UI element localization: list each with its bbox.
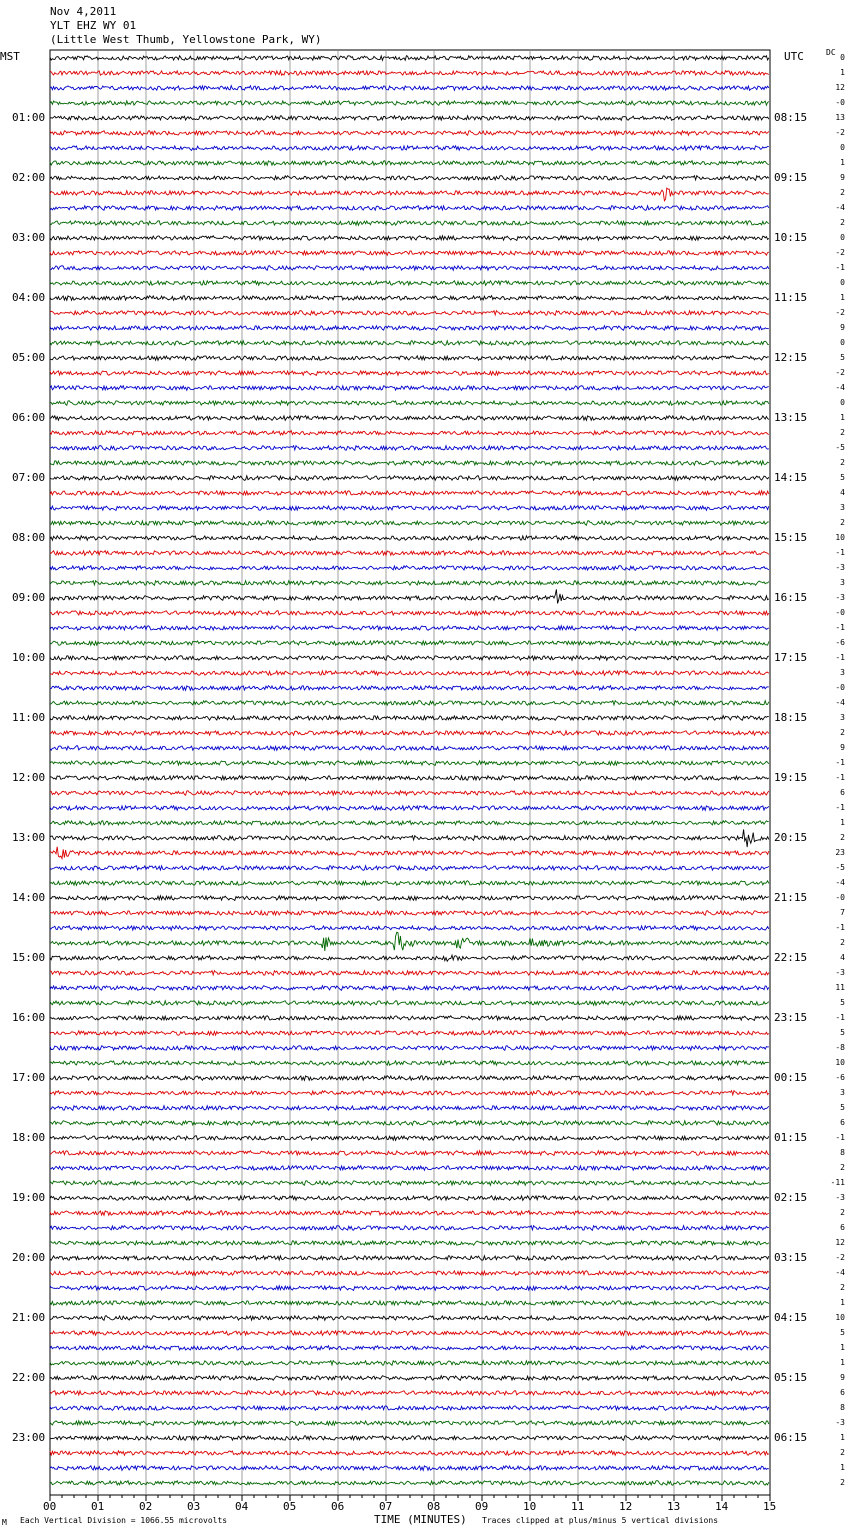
right-hour-label: 09:15 bbox=[774, 171, 808, 184]
dc-offset-value: -3 bbox=[835, 1193, 845, 1202]
dc-offset-value: 2 bbox=[840, 1448, 845, 1457]
seismic-trace bbox=[50, 1046, 769, 1051]
x-tick-label: 02 bbox=[139, 1500, 153, 1513]
dc-offset-value: 5 bbox=[840, 1328, 845, 1337]
dc-offset-value: 1 bbox=[840, 818, 845, 827]
dc-offset-value: -8 bbox=[835, 1043, 845, 1052]
dc-offset-value: 8 bbox=[840, 1403, 845, 1412]
seismic-trace bbox=[50, 1091, 769, 1096]
dc-offset-value: 1 bbox=[840, 1343, 845, 1352]
seismic-trace bbox=[50, 1061, 769, 1066]
dc-offset-value: 9 bbox=[840, 323, 845, 332]
x-axis-title: TIME (MINUTES) bbox=[374, 1513, 467, 1526]
right-hour-label: 00:15 bbox=[774, 1071, 808, 1084]
dc-offset-value: 2 bbox=[840, 1478, 845, 1487]
seismic-trace bbox=[50, 1466, 769, 1471]
x-tick-label: 03 bbox=[187, 1500, 201, 1513]
seismic-trace bbox=[50, 1481, 769, 1486]
seismic-trace bbox=[50, 1241, 769, 1246]
x-tick-label: 08 bbox=[427, 1500, 441, 1513]
seismic-trace bbox=[50, 1286, 769, 1291]
dc-offset-value: -1 bbox=[835, 923, 845, 932]
left-hour-label: 20:00 bbox=[12, 1251, 46, 1264]
seismic-trace bbox=[50, 1001, 769, 1006]
dc-offset-value: 2 bbox=[840, 1208, 845, 1217]
seismic-trace bbox=[50, 356, 769, 361]
right-hour-label: 19:15 bbox=[774, 771, 808, 784]
plot-date: Nov 4,2011 bbox=[50, 5, 117, 18]
left-hour-label: 18:00 bbox=[12, 1131, 46, 1144]
dc-offset-value: -6 bbox=[835, 638, 845, 647]
dc-offset-value: 6 bbox=[840, 788, 845, 797]
left-timezone-label: MST bbox=[0, 50, 20, 63]
seismic-trace bbox=[50, 829, 769, 847]
seismic-trace bbox=[50, 716, 769, 721]
x-tick-label: 15 bbox=[763, 1500, 777, 1513]
left-hour-label: 01:00 bbox=[12, 111, 46, 124]
trace-group bbox=[50, 56, 769, 1486]
seismic-trace bbox=[50, 146, 769, 151]
seismic-trace bbox=[50, 461, 769, 466]
dc-offset-value: 2 bbox=[840, 1283, 845, 1292]
dc-offset-value: 10 bbox=[835, 1313, 845, 1322]
left-hour-label: 15:00 bbox=[12, 951, 46, 964]
dc-offset-value: 2 bbox=[840, 938, 845, 947]
dc-offset-value: 0 bbox=[840, 338, 845, 347]
dc-offset-value: -3 bbox=[835, 563, 845, 572]
x-tick-label: 06 bbox=[331, 1500, 345, 1513]
right-hour-label: 08:15 bbox=[774, 111, 808, 124]
seismic-trace bbox=[50, 476, 769, 481]
clip-note: Traces clipped at plus/minus 5 vertical divisions bbox=[482, 1516, 719, 1525]
seismic-trace bbox=[50, 506, 769, 511]
dc-offset-value: -4 bbox=[835, 203, 845, 212]
dc-offset-value: -2 bbox=[835, 128, 845, 137]
dc-offset-value: 5 bbox=[840, 998, 845, 1007]
dc-offset-value: 0 bbox=[840, 53, 845, 62]
right-hour-label: 16:15 bbox=[774, 591, 808, 604]
right-timezone-label: UTC bbox=[784, 50, 804, 63]
seismic-trace bbox=[50, 566, 769, 571]
dc-offset-value: 1 bbox=[840, 293, 845, 302]
dc-offset-value: 8 bbox=[840, 1148, 845, 1157]
dc-offset-value: 12 bbox=[835, 1238, 845, 1247]
seismic-trace bbox=[50, 1316, 769, 1321]
station-code: YLT EHZ WY 01 bbox=[50, 19, 137, 32]
seismic-trace bbox=[50, 611, 769, 616]
dc-offset-value: -0 bbox=[835, 683, 845, 692]
seismic-trace bbox=[50, 986, 769, 991]
seismic-trace bbox=[50, 1211, 769, 1216]
x-tick-label: 14 bbox=[715, 1500, 729, 1513]
dc-offset-value: -1 bbox=[835, 773, 845, 782]
dc-offset-value: -2 bbox=[835, 248, 845, 257]
scale-note: Each Vertical Division = 1066.55 microvolts bbox=[20, 1516, 228, 1525]
seismic-trace bbox=[50, 341, 769, 346]
right-hour-label: 22:15 bbox=[774, 951, 808, 964]
dc-offset-value: 2 bbox=[840, 188, 845, 197]
seismic-trace bbox=[50, 932, 769, 951]
right-hour-label: 05:15 bbox=[774, 1371, 808, 1384]
seismic-trace bbox=[50, 416, 769, 421]
dc-offset-value: -0 bbox=[835, 608, 845, 617]
right-hour-label: 17:15 bbox=[774, 651, 808, 664]
seismic-trace bbox=[50, 188, 769, 201]
seismic-trace bbox=[50, 641, 769, 646]
seismic-trace bbox=[50, 161, 769, 166]
seismic-trace bbox=[50, 1106, 769, 1111]
dc-offset-value: 1 bbox=[840, 413, 845, 422]
seismic-trace bbox=[50, 311, 769, 316]
dc-offset-value: 2 bbox=[840, 728, 845, 737]
seismic-trace bbox=[50, 1271, 769, 1275]
dc-offset-header: DC bbox=[826, 48, 836, 57]
dc-offset-value: 9 bbox=[840, 173, 845, 182]
dc-offset-value: -4 bbox=[835, 878, 845, 887]
seismic-trace bbox=[50, 266, 769, 271]
left-hour-label: 19:00 bbox=[12, 1191, 46, 1204]
dc-offset-value: -5 bbox=[835, 863, 845, 872]
dc-offset-value: -2 bbox=[835, 368, 845, 377]
x-tick-label: 07 bbox=[379, 1500, 393, 1513]
seismic-trace bbox=[50, 1016, 769, 1021]
right-hour-label: 14:15 bbox=[774, 471, 808, 484]
dc-offset-value: 2 bbox=[840, 458, 845, 467]
seismic-trace bbox=[50, 1406, 769, 1411]
dc-offset-value: -3 bbox=[835, 968, 845, 977]
seismic-trace bbox=[50, 686, 769, 691]
seismic-trace bbox=[50, 1136, 769, 1140]
dc-offset-value: 23 bbox=[835, 848, 845, 857]
right-hour-label: 06:15 bbox=[774, 1431, 808, 1444]
dc-offset-value: -1 bbox=[835, 653, 845, 662]
dc-offset-value: -4 bbox=[835, 698, 845, 707]
corner-mark: M bbox=[2, 1518, 7, 1527]
dc-offset-value: 4 bbox=[840, 953, 845, 962]
seismic-trace bbox=[50, 776, 769, 781]
left-hour-label: 08:00 bbox=[12, 531, 46, 544]
seismic-trace bbox=[50, 281, 769, 286]
right-hour-label: 20:15 bbox=[774, 831, 808, 844]
right-hour-label: 11:15 bbox=[774, 291, 808, 304]
dc-offset-value: -11 bbox=[830, 1178, 845, 1187]
left-hour-label: 09:00 bbox=[12, 591, 46, 604]
seismic-trace bbox=[50, 1331, 769, 1336]
right-hour-label: 15:15 bbox=[774, 531, 808, 544]
dc-offset-value: -2 bbox=[835, 308, 845, 317]
x-tick-label: 12 bbox=[619, 1500, 633, 1513]
seismic-trace bbox=[50, 251, 769, 256]
x-tick-label: 04 bbox=[235, 1500, 249, 1513]
x-tick-label: 05 bbox=[283, 1500, 297, 1513]
station-location: (Little West Thumb, Yellowstone Park, WY) bbox=[50, 33, 322, 46]
dc-offset-value: 2 bbox=[840, 428, 845, 437]
seismic-trace bbox=[50, 176, 769, 181]
dc-offset-value: -1 bbox=[835, 758, 845, 767]
left-hour-label: 21:00 bbox=[12, 1311, 46, 1324]
dc-offset-value: -4 bbox=[835, 1268, 845, 1277]
left-hour-label: 16:00 bbox=[12, 1011, 46, 1024]
x-tick-label: 01 bbox=[91, 1500, 105, 1513]
dc-offset-value: 5 bbox=[840, 473, 845, 482]
seismic-trace bbox=[50, 1151, 769, 1156]
left-hour-label: 05:00 bbox=[12, 351, 46, 364]
right-hour-label: 03:15 bbox=[774, 1251, 808, 1264]
dc-offset-value: 1 bbox=[840, 1298, 845, 1307]
dc-offset-value: 9 bbox=[840, 1373, 845, 1382]
dc-offset-value: 5 bbox=[840, 353, 845, 362]
seismic-trace bbox=[50, 1121, 769, 1126]
dc-offset-value: -6 bbox=[835, 1073, 845, 1082]
seismic-trace bbox=[50, 926, 769, 931]
dc-offset-value: 3 bbox=[840, 503, 845, 512]
dc-offset-value: 6 bbox=[840, 1223, 845, 1232]
seismic-trace bbox=[50, 1376, 769, 1381]
seismic-trace bbox=[50, 656, 769, 660]
left-hour-label: 10:00 bbox=[12, 651, 46, 664]
dc-offset-value: 2 bbox=[840, 218, 845, 227]
dc-offset-value: 0 bbox=[840, 233, 845, 242]
dc-offset-value: -1 bbox=[835, 263, 845, 272]
seismic-trace bbox=[50, 1346, 769, 1350]
dc-offset-value: -1 bbox=[835, 1133, 845, 1142]
dc-offset-value: 3 bbox=[840, 668, 845, 677]
left-hour-label: 02:00 bbox=[12, 171, 46, 184]
seismic-trace bbox=[50, 701, 769, 706]
seismic-trace bbox=[50, 551, 769, 556]
dc-offset-value: 0 bbox=[840, 398, 845, 407]
right-hour-label: 02:15 bbox=[774, 1191, 808, 1204]
seismic-trace bbox=[50, 791, 769, 796]
dc-offset-value: -5 bbox=[835, 443, 845, 452]
dc-offset-value: 2 bbox=[840, 518, 845, 527]
left-hour-label: 14:00 bbox=[12, 891, 46, 904]
dc-offset-value: 6 bbox=[840, 1118, 845, 1127]
right-hour-label: 10:15 bbox=[774, 231, 808, 244]
dc-offset-value: 1 bbox=[840, 1463, 845, 1472]
seismic-trace bbox=[50, 881, 769, 886]
seismic-trace bbox=[50, 386, 769, 391]
dc-offset-value: -2 bbox=[835, 1253, 845, 1262]
x-axis-ticks bbox=[50, 1495, 770, 1501]
left-hour-label: 22:00 bbox=[12, 1371, 46, 1384]
dc-offset-value: -1 bbox=[835, 1013, 845, 1022]
left-hour-label: 04:00 bbox=[12, 291, 46, 304]
dc-offset-value: -3 bbox=[835, 1418, 845, 1427]
left-hour-label: 03:00 bbox=[12, 231, 46, 244]
seismic-trace bbox=[50, 101, 769, 106]
dc-offset-value: 13 bbox=[835, 113, 845, 122]
left-hour-label: 06:00 bbox=[12, 411, 46, 424]
dc-offset-value: -0 bbox=[835, 893, 845, 902]
seismic-trace bbox=[50, 731, 769, 736]
seismic-trace bbox=[50, 56, 769, 61]
seismic-trace bbox=[50, 1361, 769, 1366]
seismic-trace bbox=[50, 955, 769, 961]
seismic-trace bbox=[50, 589, 769, 603]
seismic-trace bbox=[50, 1451, 769, 1456]
dc-offset-value: -1 bbox=[835, 803, 845, 812]
seismic-trace bbox=[50, 1076, 769, 1081]
seismic-trace bbox=[50, 806, 769, 811]
seismic-trace bbox=[50, 821, 769, 826]
x-tick-label: 11 bbox=[571, 1500, 585, 1513]
dc-offset-value: -1 bbox=[835, 548, 845, 557]
seismic-trace bbox=[50, 1436, 769, 1441]
seismic-trace bbox=[50, 896, 769, 901]
x-tick-label: 00 bbox=[43, 1500, 57, 1513]
right-hour-label: 21:15 bbox=[774, 891, 808, 904]
seismic-trace bbox=[50, 431, 769, 435]
seismic-trace bbox=[50, 1421, 769, 1426]
dc-offset-value: 1 bbox=[840, 1433, 845, 1442]
seismic-trace bbox=[50, 671, 769, 676]
seismic-trace bbox=[50, 866, 769, 871]
left-hour-label: 23:00 bbox=[12, 1431, 46, 1444]
seismic-trace bbox=[50, 521, 769, 526]
dc-offset-value: 3 bbox=[840, 713, 845, 722]
dc-offset-value: -3 bbox=[835, 593, 845, 602]
dc-offset-value: 3 bbox=[840, 1088, 845, 1097]
seismic-trace bbox=[50, 1166, 769, 1171]
dc-offset-value: 6 bbox=[840, 1388, 845, 1397]
right-hour-label: 13:15 bbox=[774, 411, 808, 424]
seismic-trace bbox=[50, 746, 769, 750]
dc-offset-value: -1 bbox=[835, 623, 845, 632]
seismic-trace bbox=[50, 206, 769, 211]
seismic-trace bbox=[50, 1181, 769, 1186]
right-hour-label: 04:15 bbox=[774, 1311, 808, 1324]
dc-offset-value: 2 bbox=[840, 1163, 845, 1172]
left-hour-label: 12:00 bbox=[12, 771, 46, 784]
seismic-trace bbox=[50, 296, 769, 301]
dc-offset-value: 9 bbox=[840, 743, 845, 752]
seismic-trace bbox=[50, 221, 769, 225]
dc-offset-value: 7 bbox=[840, 908, 845, 917]
seismic-trace bbox=[50, 116, 769, 120]
dc-offset-value: 1 bbox=[840, 68, 845, 77]
dc-offset-value: 0 bbox=[840, 278, 845, 287]
seismic-trace bbox=[50, 401, 769, 406]
left-hour-label: 07:00 bbox=[12, 471, 46, 484]
dc-offset-value: -4 bbox=[835, 383, 845, 392]
seismic-trace bbox=[50, 847, 769, 859]
seismic-trace bbox=[50, 581, 769, 586]
seismic-trace bbox=[50, 326, 769, 331]
seismic-trace bbox=[50, 536, 769, 541]
dc-offset-value: 0 bbox=[840, 143, 845, 152]
x-tick-label: 10 bbox=[523, 1500, 537, 1513]
right-hour-label: 23:15 bbox=[774, 1011, 808, 1024]
right-hour-label: 01:15 bbox=[774, 1131, 808, 1144]
left-hour-label: 11:00 bbox=[12, 711, 46, 724]
seismic-trace bbox=[50, 236, 769, 241]
dc-offset-value: 10 bbox=[835, 1058, 845, 1067]
seismic-trace bbox=[50, 1031, 769, 1036]
dc-offset-value: 2 bbox=[840, 833, 845, 842]
x-tick-label: 09 bbox=[475, 1500, 489, 1513]
left-hour-label: 17:00 bbox=[12, 1071, 46, 1084]
seismic-trace bbox=[50, 1196, 769, 1201]
seismic-trace bbox=[50, 131, 769, 136]
left-hour-label: 13:00 bbox=[12, 831, 46, 844]
dc-offset-value: 5 bbox=[840, 1103, 845, 1112]
x-tick-label: 13 bbox=[667, 1500, 681, 1513]
seismic-trace bbox=[50, 911, 769, 916]
dc-offset-value: 12 bbox=[835, 83, 845, 92]
dc-offset-value: -0 bbox=[835, 98, 845, 107]
seismic-trace bbox=[50, 71, 769, 76]
seismic-trace bbox=[50, 626, 769, 631]
seismic-trace bbox=[50, 1301, 769, 1306]
dc-offset-value: 1 bbox=[840, 158, 845, 167]
dc-offset-value: 10 bbox=[835, 533, 845, 542]
right-hour-label: 18:15 bbox=[774, 711, 808, 724]
right-hour-label: 12:15 bbox=[774, 351, 808, 364]
seismic-trace bbox=[50, 1391, 769, 1396]
seismic-trace bbox=[50, 371, 769, 376]
seismic-trace bbox=[50, 1256, 769, 1261]
seismic-trace bbox=[50, 1226, 769, 1231]
dc-offset-value: 4 bbox=[840, 488, 845, 497]
seismic-trace bbox=[50, 761, 769, 766]
dc-offset-value: 3 bbox=[840, 578, 845, 587]
seismic-trace bbox=[50, 971, 769, 976]
seismic-trace bbox=[50, 491, 769, 496]
seismic-trace bbox=[50, 446, 769, 451]
seismic-trace bbox=[50, 86, 769, 91]
dc-offset-value: 5 bbox=[840, 1028, 845, 1037]
dc-offset-value: 11 bbox=[835, 983, 845, 992]
dc-offset-value: 1 bbox=[840, 1358, 845, 1367]
